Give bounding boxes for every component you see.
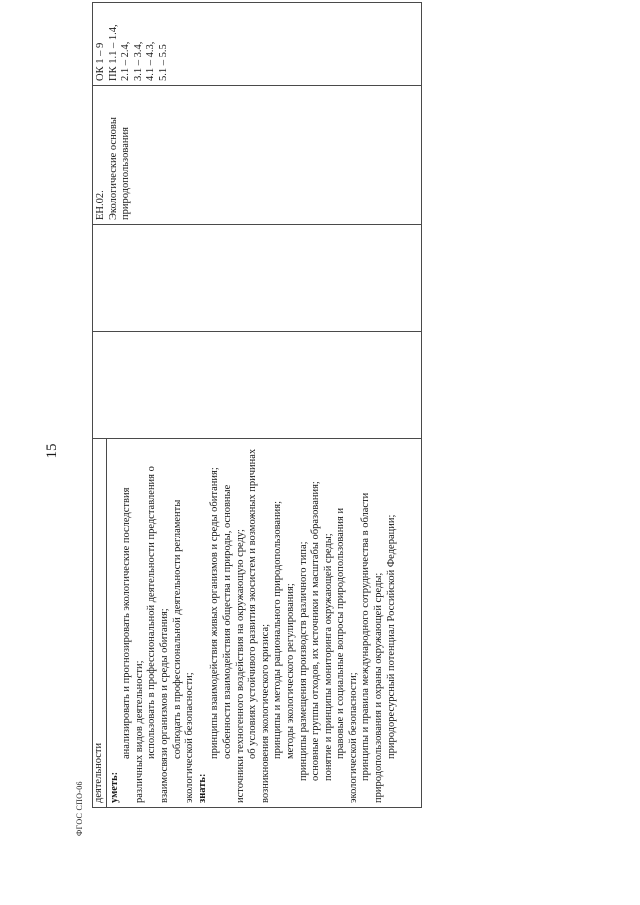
competency-code: ОК 1 – 9 [95, 42, 106, 81]
znat-item: основные группы отходов, их источники и масштабы образования; [310, 481, 322, 781]
competency-code: 5.1 – 5.5 [157, 44, 169, 81]
description-cell [93, 439, 422, 808]
competencies-cell [93, 3, 422, 86]
discipline-code: ЕН.02. [95, 190, 106, 220]
znat-item: правовые и социальные вопросы природопользования и экологической безопасности; [335, 507, 359, 803]
discipline-name: Экологические основы природопользования [107, 117, 132, 220]
footer-code: ФГОС СПО-06 [75, 781, 84, 836]
znat-heading: знать: [196, 773, 208, 803]
umet-item: использовать в профессиональной деятельности представления о взаимосвязи организмов и среды обитания; [146, 466, 170, 803]
competency-code: 4.1 – 4.3, [145, 41, 157, 81]
competency-code: 2.1 – 2.4, [120, 41, 132, 81]
competency-code: 3.1 – 3.4, [132, 41, 144, 81]
curriculum-table [92, 2, 422, 808]
znat-item: об условиях устойчивого развития экосистем и возможных причинах возникновения экологического кризиса; [247, 448, 271, 803]
umet-heading: уметь: [108, 771, 120, 803]
empty-cell-hours [93, 332, 422, 439]
discipline-index-cell [93, 86, 422, 225]
znat-item: принципы взаимодействия живых организмов и среды обитания; [209, 467, 221, 759]
page-number: 15 [44, 443, 60, 459]
znat-item: принципы и правила международного сотрудничества в области природопользования и охраны окружающей среды; [360, 492, 385, 803]
znat-item: понятие и принципы мониторинга окружающей среды; [322, 533, 334, 781]
znat-item: принципы размещения производств различного типа; [297, 541, 309, 781]
table-row [93, 3, 422, 808]
rotated-table-wrapper [92, 24, 422, 808]
umet-item: соблюдать в профессиональной деятельности регламенты экологической безопасности; [171, 499, 196, 803]
umet-item: анализировать и прогнозировать экологические последствия различных видов деятельности; [121, 487, 145, 803]
competency-code: ПК 1.1 – 1.4, [107, 24, 119, 81]
znat-item: природоресурсный потенциал Российской Федерации; [385, 514, 397, 759]
empty-cell-hours-2 [93, 225, 422, 332]
activity-header-word: деятельности [93, 439, 107, 807]
znat-item: принципы и методы рационального природопользования; [272, 500, 284, 759]
znat-item: методы экологического регулирования; [284, 583, 296, 759]
znat-item: особенности взаимодействия общества и природы, основные источники техногенного воздействия на окружающую среду; [221, 484, 246, 803]
